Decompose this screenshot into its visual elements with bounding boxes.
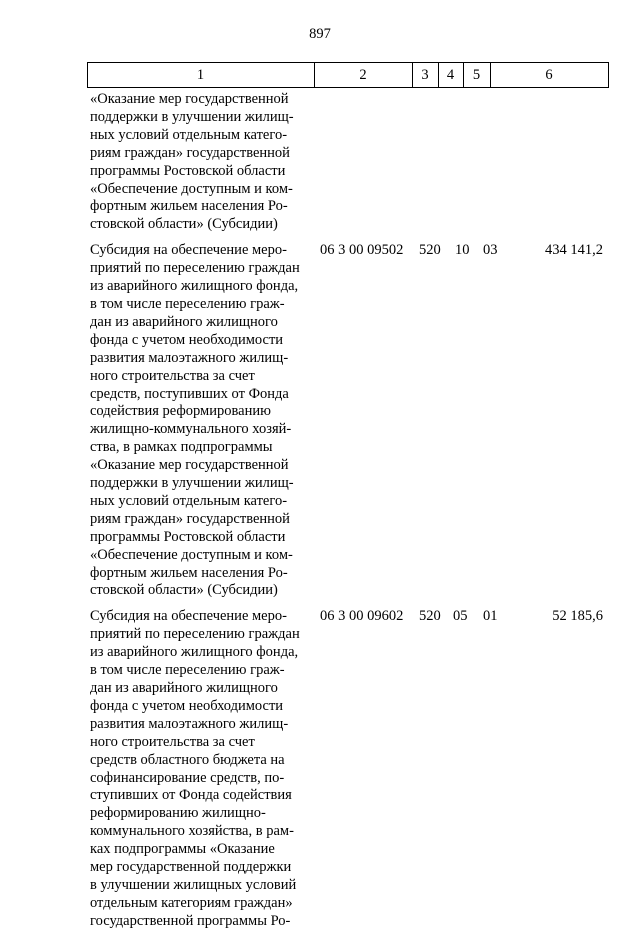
row-vr: 520 bbox=[419, 608, 441, 625]
table-row bbox=[87, 608, 609, 930]
budget-table bbox=[87, 62, 609, 931]
header-col-3: 3 bbox=[421, 67, 429, 83]
row-pr: 01 bbox=[483, 608, 498, 625]
row-description: Субсидия на обеспечение меро- приятий по переселению граждан из аварийного жилищного фонда, в том числе переселению граж- дан из аварийного жилищного фонда с учетом необходимости развития малоэтажного жилищ- ного строительства за счет средств, поступивших от Фонда содействия реформированию жилищно-коммунального хозяй- ства, в рамках подпрограммы «Оказание мер государственной поддержки в улучшении жилищ- ных условий отдельным катего- риям граждан» государственной программы Ростовской области «Обеспечение доступным и ком- фортным жильем населения Ро- стовской области» (Субсидии) bbox=[90, 242, 300, 599]
table-row bbox=[87, 91, 609, 234]
header-col-1: 1 bbox=[196, 67, 205, 83]
header-col-4: 4 bbox=[446, 67, 455, 83]
row-amount: 434 141,2 bbox=[545, 242, 603, 259]
row-vr: 520 bbox=[419, 242, 441, 259]
row-rz: 10 bbox=[455, 242, 470, 259]
header-col-6: 6 bbox=[545, 67, 553, 83]
header-col-5: 5 bbox=[472, 67, 481, 83]
row-rz: 05 bbox=[453, 608, 468, 625]
row-code: 06 3 00 09602 bbox=[320, 608, 404, 625]
row-code: 06 3 00 09502 bbox=[320, 242, 404, 259]
page-number: 897 bbox=[309, 26, 331, 42]
table-row bbox=[87, 242, 609, 600]
column-divider bbox=[608, 63, 609, 87]
row-pr: 03 bbox=[483, 242, 498, 259]
table-header bbox=[87, 62, 609, 88]
row-description: «Оказание мер государственной поддержки в улучшении жилищ- ных условий отдельным катего- риям граждан» государственной программы Ростовской области «Обеспечение доступным и ком- фортным жильем населения Ро- стовской области» (Субсидии) bbox=[90, 91, 294, 233]
row-description: Субсидия на обеспечение меро- приятий по переселению граждан из аварийного жилищного фонда, в том числе переселению граж- дан из аварийного жилищного фонда с учетом необходимости развития малоэтажного жилищ- ного строительства за счет средств областного бюджета на софинансирование средств, по- ступивших от Фонда содействия реформированию жилищно- коммунального хозяйства, в рам- ках подпрограммы «Оказание мер государственной поддержки в улучшении жилищных условий отдельным категориям граждан» государственной программы Ро- bbox=[90, 608, 300, 929]
header-col-2: 2 bbox=[359, 67, 367, 83]
row-amount: 52 185,6 bbox=[552, 608, 603, 625]
